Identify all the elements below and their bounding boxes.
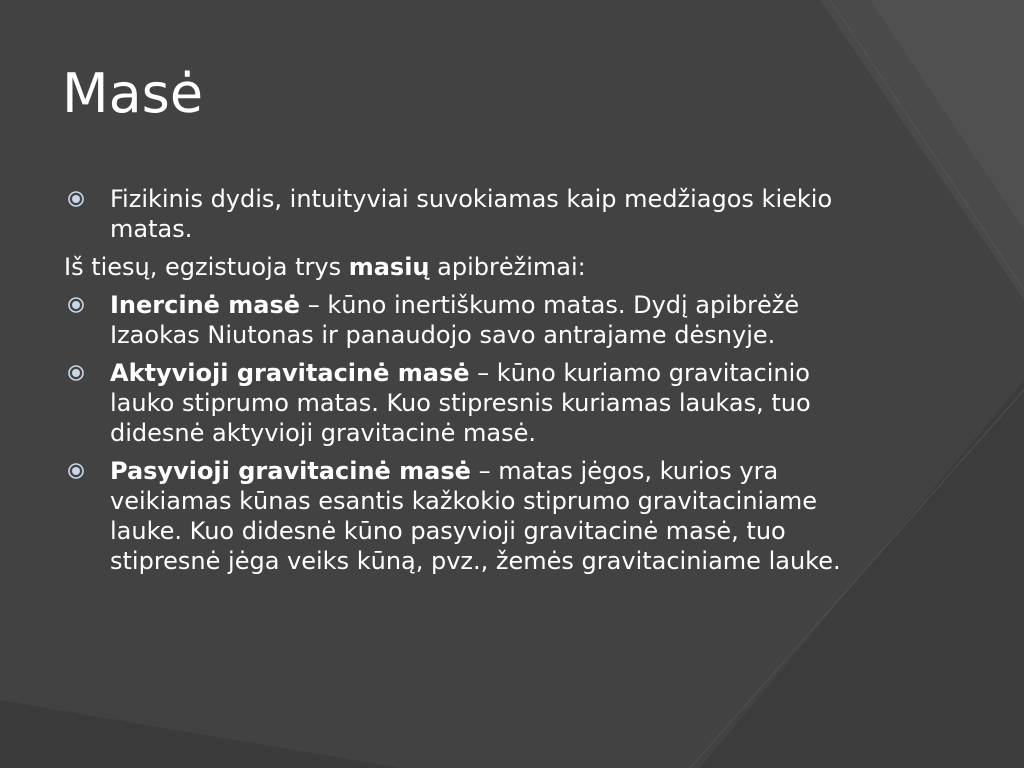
item-term: Aktyvioji gravitacinė masė	[110, 359, 470, 387]
item-term: Pasyvioji gravitacinė masė	[110, 457, 471, 485]
list-item	[64, 456, 864, 576]
list-item	[64, 358, 864, 448]
item-text: Fizikinis dydis, intuityviai suvokiamas kaip medžiagos kiekio matas.	[110, 185, 833, 243]
list-item	[64, 184, 864, 244]
bullet-icon	[68, 463, 84, 479]
list-item	[64, 290, 864, 350]
slide-body	[64, 184, 864, 584]
bullet-icon	[68, 191, 84, 207]
item-text-pre: Iš tiesų, egzistuoja trys	[64, 253, 349, 281]
item-text-post: apibrėžimai:	[429, 253, 586, 281]
item-text-bold: masių	[348, 253, 430, 281]
list-item	[64, 252, 864, 282]
item-text: – matas jėgos, kurios yra veikiamas kūnas esantis kažkokio stiprumo gravitaciniame lauke. Kuo didesnė kūno pasyvioji gravitacinė masė, tuo stipresnė jėga veiks kūną, pvz., žemės gravitaciniame lauke.	[110, 457, 841, 575]
bullet-icon	[68, 365, 84, 381]
item-text: – kūno kuriamo gravitacinio lauko stiprumo matas. Kuo stipresnis kuriamas laukas, tuo didesnė aktyvioji gravitacinė masė.	[110, 359, 811, 447]
slide-title: Masė	[62, 62, 204, 125]
bullet-icon	[68, 297, 84, 313]
item-term: Inercinė masė	[110, 291, 301, 319]
item-text: – kūno inertiškumo matas. Dydį apibrėžė Izaokas Niutonas ir panaudojo savo antrajame dėsnyje.	[110, 291, 800, 349]
